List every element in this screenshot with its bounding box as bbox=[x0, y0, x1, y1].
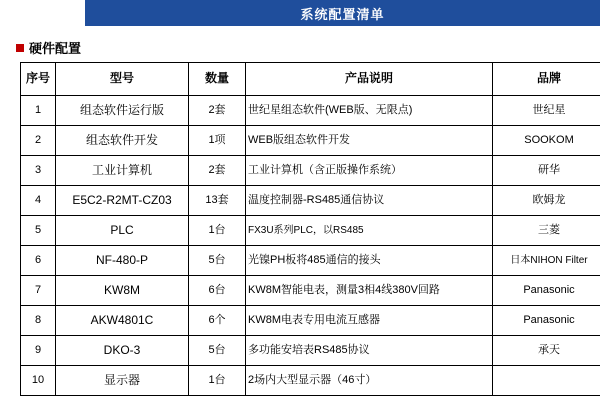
cell-no: 7 bbox=[21, 276, 56, 306]
column-header-model: 型号 bbox=[56, 63, 189, 96]
cell-qty: 5台 bbox=[189, 246, 246, 276]
cell-no: 2 bbox=[21, 126, 56, 156]
column-header-brand: 品牌 bbox=[493, 63, 600, 96]
cell-no: 1 bbox=[21, 96, 56, 126]
column-header-no: 序号 bbox=[21, 63, 56, 96]
cell-no: 9 bbox=[21, 336, 56, 366]
config-table-container bbox=[20, 62, 588, 396]
cell-model: 显示器 bbox=[56, 366, 189, 396]
table-row bbox=[21, 126, 600, 156]
cell-desc: 温度控制器-RS485通信协议 bbox=[246, 186, 493, 216]
table-row bbox=[21, 246, 600, 276]
cell-desc: 2场内大型显示器（46寸） bbox=[246, 366, 493, 396]
cell-brand: Panasonic bbox=[493, 306, 600, 336]
table-header-row bbox=[21, 63, 600, 96]
cell-model: KW8M bbox=[56, 276, 189, 306]
cell-desc: 工业计算机（含正版操作系统） bbox=[246, 156, 493, 186]
cell-qty: 6台 bbox=[189, 276, 246, 306]
cell-qty: 6个 bbox=[189, 306, 246, 336]
cell-qty: 1台 bbox=[189, 216, 246, 246]
cell-model: 工业计算机 bbox=[56, 156, 189, 186]
cell-qty: 1台 bbox=[189, 366, 246, 396]
table-row bbox=[21, 96, 600, 126]
cell-model: 组态软件开发 bbox=[56, 126, 189, 156]
cell-no: 10 bbox=[21, 366, 56, 396]
cell-brand: 研华 bbox=[493, 156, 600, 186]
cell-no: 3 bbox=[21, 156, 56, 186]
cell-qty: 5台 bbox=[189, 336, 246, 366]
section-title: 硬件配置 bbox=[29, 41, 82, 56]
table-row bbox=[21, 336, 600, 366]
cell-no: 8 bbox=[21, 306, 56, 336]
cell-model: AKW4801C bbox=[56, 306, 189, 336]
cell-no: 4 bbox=[21, 186, 56, 216]
table-row bbox=[21, 366, 600, 396]
cell-brand: 三菱 bbox=[493, 216, 600, 246]
title-bar-left-spacer bbox=[0, 0, 85, 26]
cell-desc: WEB版组态软件开发 bbox=[246, 126, 493, 156]
table-row bbox=[21, 156, 600, 186]
table-row bbox=[21, 306, 600, 336]
cell-brand bbox=[493, 366, 600, 396]
cell-qty: 2套 bbox=[189, 96, 246, 126]
cell-desc: FX3U系列PLC，以RS485 bbox=[246, 216, 493, 246]
cell-model: 组态软件运行版 bbox=[56, 96, 189, 126]
column-header-desc: 产品说明 bbox=[246, 63, 493, 96]
square-bullet-icon bbox=[16, 44, 24, 52]
cell-qty: 13套 bbox=[189, 186, 246, 216]
cell-brand: 欧姆龙 bbox=[493, 186, 600, 216]
table-row bbox=[21, 186, 600, 216]
cell-desc: 多功能安培表RS485协议 bbox=[246, 336, 493, 366]
section-heading bbox=[16, 38, 81, 57]
cell-no: 6 bbox=[21, 246, 56, 276]
table-body bbox=[21, 96, 600, 396]
cell-brand: Panasonic bbox=[493, 276, 600, 306]
table-row bbox=[21, 276, 600, 306]
cell-model: DKO-3 bbox=[56, 336, 189, 366]
cell-brand: 世纪星 bbox=[493, 96, 600, 126]
cell-desc: KW8M智能电表，测量3相4线380V回路 bbox=[246, 276, 493, 306]
table-header bbox=[21, 63, 600, 96]
cell-model: PLC bbox=[56, 216, 189, 246]
cell-brand: 日本NIHON Filter bbox=[493, 246, 600, 276]
cell-desc: 光镍PH板将485通信的接头 bbox=[246, 246, 493, 276]
table-row bbox=[21, 216, 600, 246]
column-header-qty: 数量 bbox=[189, 63, 246, 96]
cell-model: E5C2-R2MT-CZ03 bbox=[56, 186, 189, 216]
cell-model: NF-480-P bbox=[56, 246, 189, 276]
config-table bbox=[20, 62, 600, 396]
cell-desc: KW8M电表专用电流互感器 bbox=[246, 306, 493, 336]
cell-qty: 1项 bbox=[189, 126, 246, 156]
cell-no: 5 bbox=[21, 216, 56, 246]
cell-brand: SOOKOM bbox=[493, 126, 600, 156]
cell-brand: 承天 bbox=[493, 336, 600, 366]
cell-qty: 2套 bbox=[189, 156, 246, 186]
page-title: 系统配置清单 bbox=[300, 6, 385, 22]
cell-desc: 世纪星组态软件(WEB版、无限点) bbox=[246, 96, 493, 126]
page-title-bar bbox=[85, 0, 600, 26]
